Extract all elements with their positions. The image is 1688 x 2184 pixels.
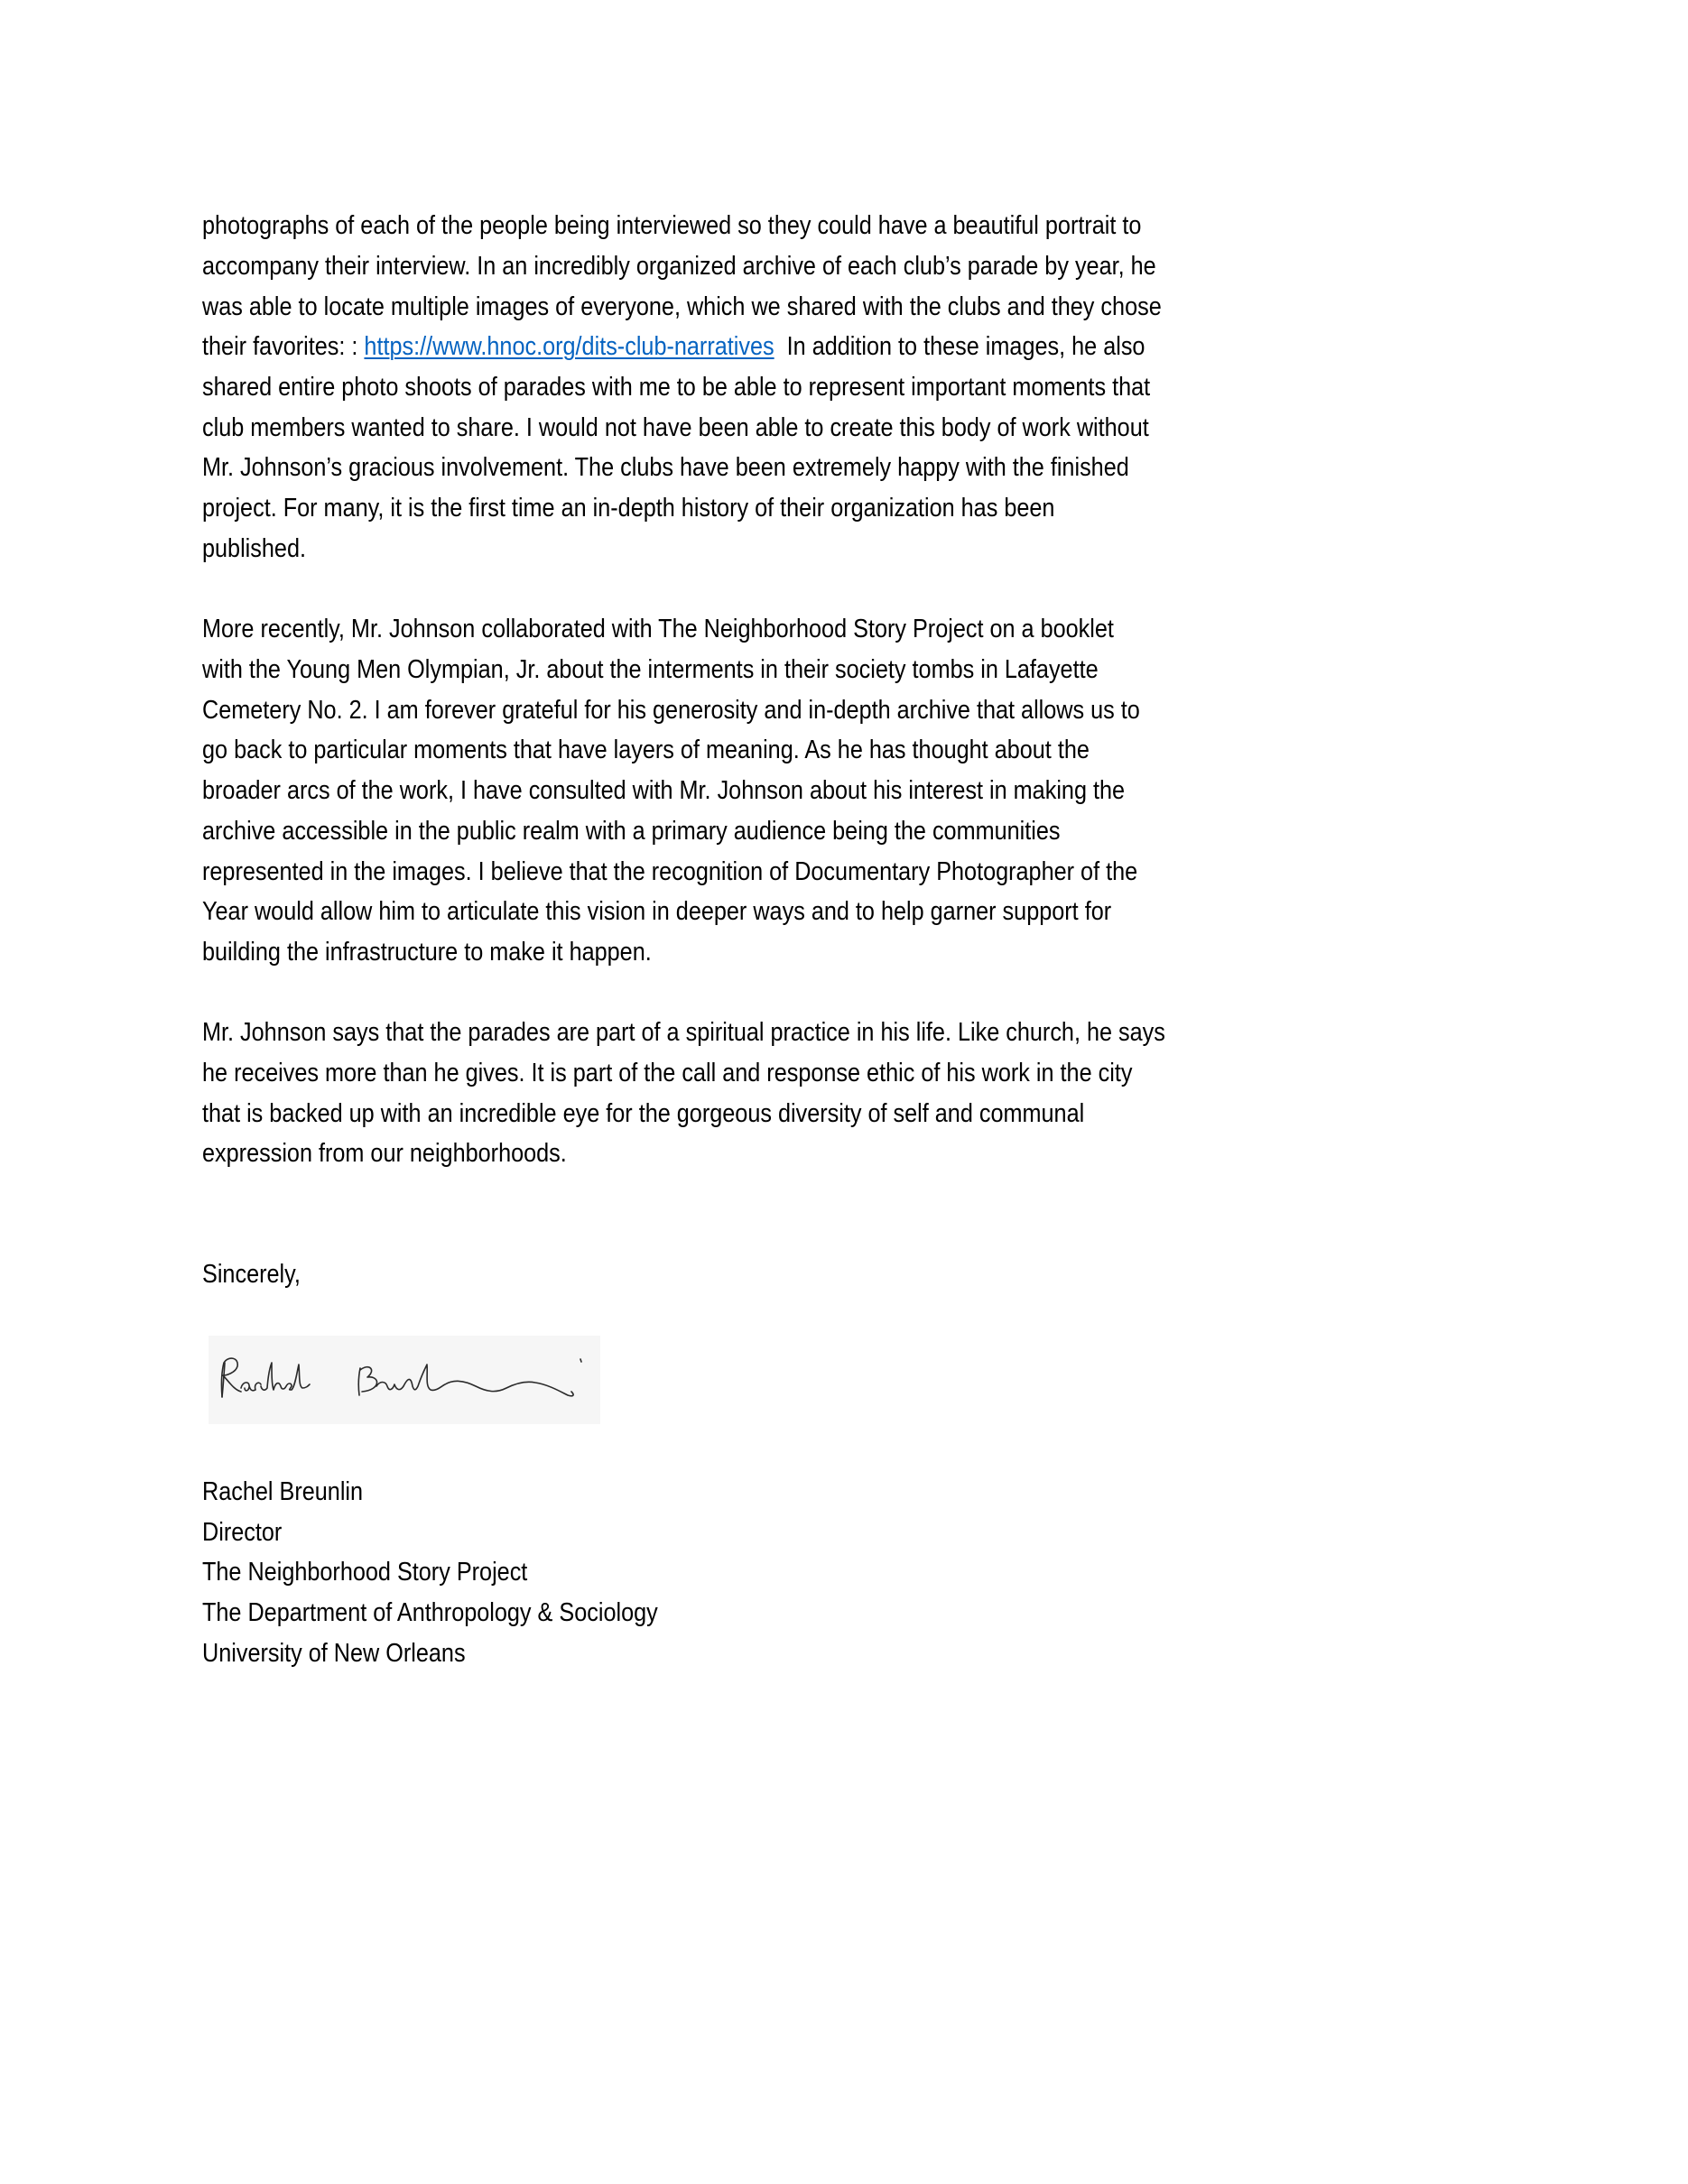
handwritten-signature-icon: [209, 1336, 600, 1424]
signer-university: University of New Orleans: [202, 1639, 466, 1668]
line-prefix-text: their favorites: :: [202, 332, 365, 361]
paragraph-line: Year would allow him to articulate this vision in deeper ways and to help garner support for: [202, 897, 1112, 926]
paragraph-line-with-link: [202, 327, 1145, 366]
paragraph-line: go back to particular moments that have layers of meaning. As he has thought about the: [202, 736, 1090, 764]
paragraph-line: accompany their interview. In an incredibly organized archive of each club’s parade by year, he: [202, 252, 1156, 281]
hnoc-club-narratives-link[interactable]: https://www.hnoc.org/dits-club-narratives: [364, 332, 774, 361]
paragraph-line: Mr. Johnson’s gracious involvement. The clubs have been extremely happy with the finished: [202, 453, 1129, 482]
line-suffix-text: In addition to these images, he also: [774, 332, 1145, 361]
paragraph-line: was able to locate multiple images of everyone, which we shared with the clubs and they chose: [202, 292, 1162, 321]
paragraph-line: archive accessible in the public realm with a primary audience being the communities: [202, 817, 1061, 846]
paragraph-line: with the Young Men Olympian, Jr. about the interments in their society tombs in Lafayette: [202, 655, 1099, 684]
paragraph-line: shared entire photo shoots of parades with me to be able to represent important moments that: [202, 373, 1151, 402]
paragraph-line: project. For many, it is the first time an in-depth history of their organization has been: [202, 494, 1055, 523]
signer-organization: The Neighborhood Story Project: [202, 1558, 528, 1587]
paragraph-line: Mr. Johnson says that the parades are part of a spiritual practice in his life. Like church, he says: [202, 1018, 1165, 1047]
paragraph-line: Cemetery No. 2. I am forever grateful for his generosity and in-depth archive that allows us to: [202, 696, 1140, 725]
signer-department: The Department of Anthropology & Sociology: [202, 1598, 658, 1627]
paragraph-line: building the infrastructure to make it happen.: [202, 938, 652, 967]
paragraph-line: represented in the images. I believe that the recognition of Documentary Photographer of the: [202, 857, 1138, 886]
signer-name: Rachel Breunlin: [202, 1477, 364, 1506]
signature-image: [209, 1336, 600, 1424]
paragraph-line: broader arcs of the work, I have consulted with Mr. Johnson about his interest in making the: [202, 776, 1126, 805]
paragraph-line: expression from our neighborhoods.: [202, 1139, 567, 1168]
paragraph-line: More recently, Mr. Johnson collaborated with The Neighborhood Story Project on a booklet: [202, 615, 1114, 643]
paragraph-line: club members wanted to share. I would not have been able to create this body of work without: [202, 413, 1149, 442]
paragraph-line: photographs of each of the people being interviewed so they could have a beautiful portrait to: [202, 211, 1142, 240]
paragraph-line: that is backed up with an incredible eye for the gorgeous diversity of self and communal: [202, 1099, 1085, 1128]
closing-salutation: Sincerely,: [202, 1260, 301, 1289]
paragraph-line: he receives more than he gives. It is part of the call and response ethic of his work in the city: [202, 1059, 1133, 1087]
paragraph-line: published.: [202, 534, 306, 563]
signer-title: Director: [202, 1518, 283, 1547]
